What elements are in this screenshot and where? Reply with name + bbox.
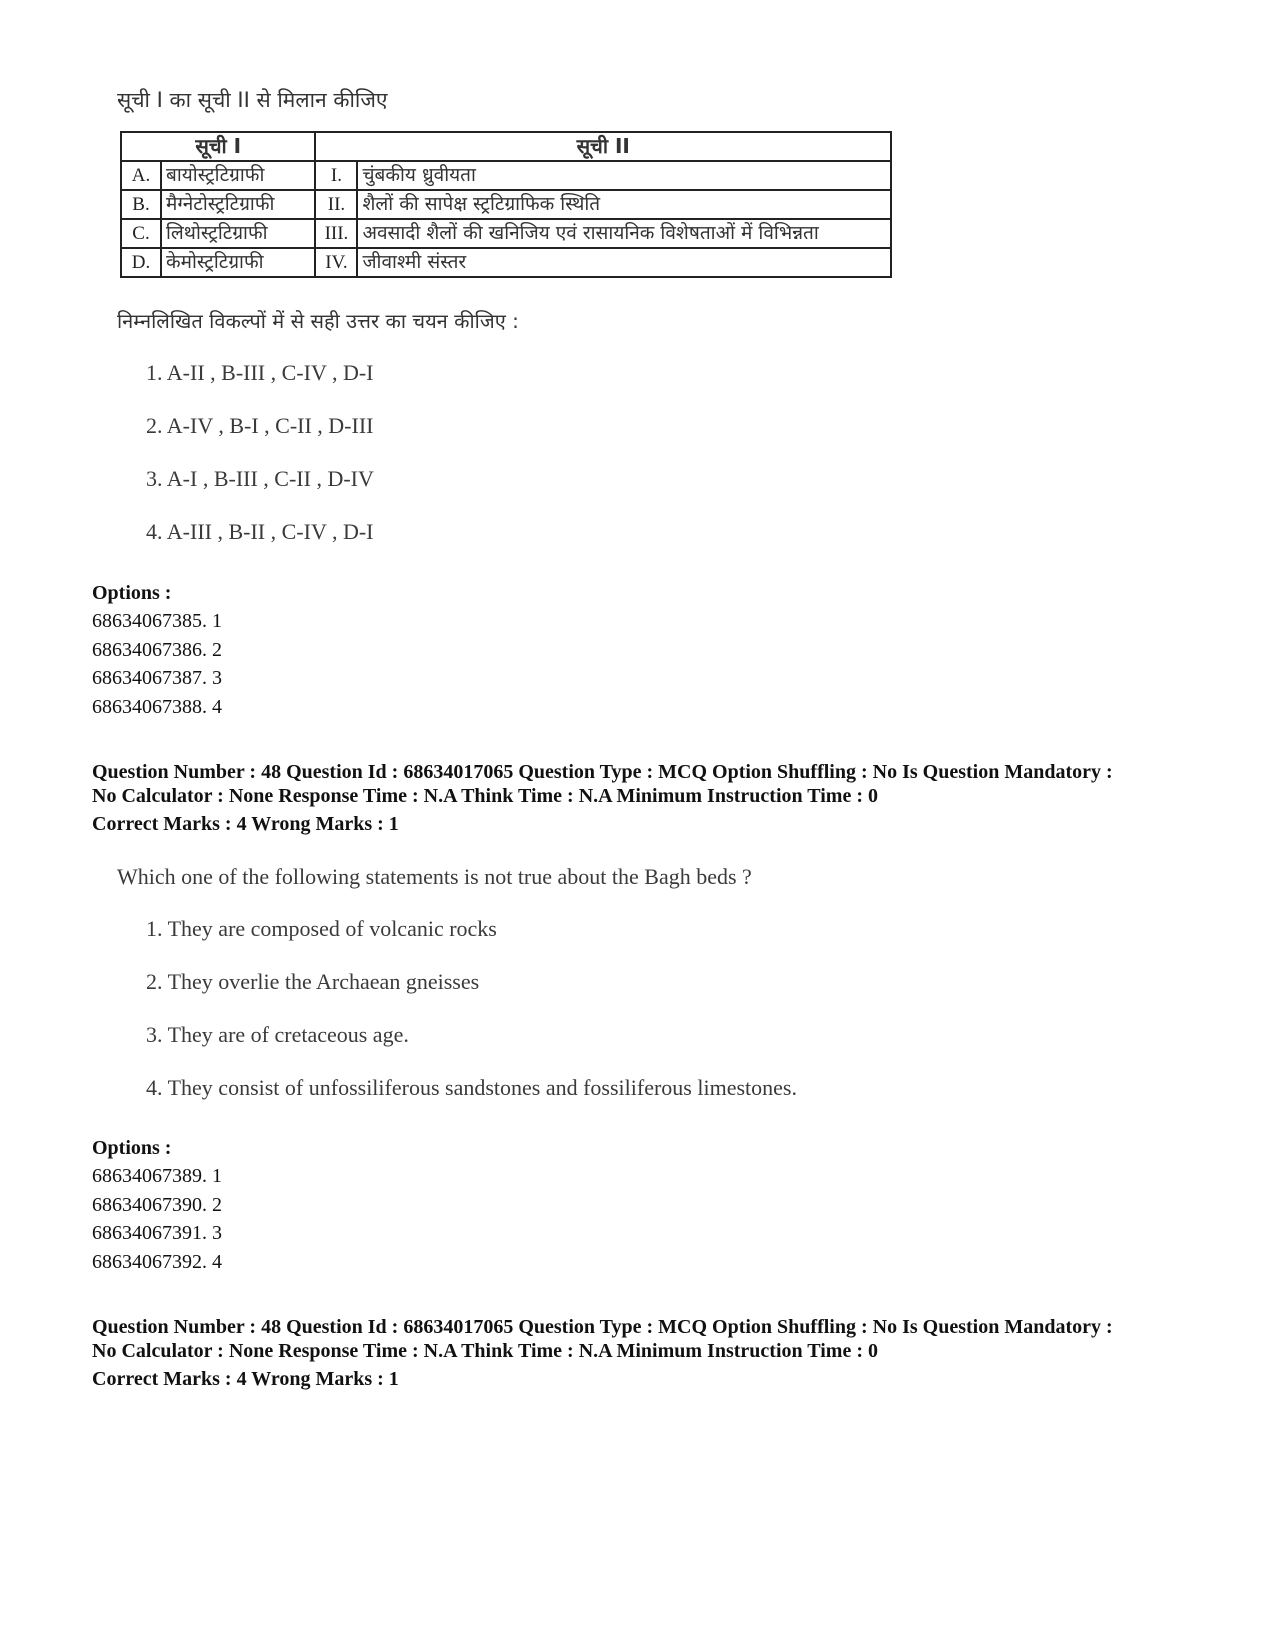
choice-4: 4. They consist of unfossiliferous sandstones and fossiliferous limestones. — [146, 1075, 797, 1100]
list1-key: A. — [121, 161, 161, 190]
option-id: 68634067387. 3 — [92, 667, 222, 689]
list2-value: चुंबकीय ध्रुवीयता — [357, 161, 891, 190]
option-id: 68634067386. 2 — [92, 639, 222, 661]
list1-key: D. — [121, 248, 161, 277]
choice-3: 3. They are of cretaceous age. — [146, 1022, 409, 1047]
table-row — [121, 190, 891, 219]
match-instruction: सूची I का सूची II से मिलान कीजिए — [117, 88, 388, 112]
question-meta-line1: Question Number : 48 Question Id : 68634017065 Question Type : MCQ Option Shuffling : No Is Question Mandatory : — [92, 1316, 1113, 1338]
question-text: Which one of the following statements is not true about the Bagh beds ? — [117, 864, 752, 889]
options-label: Options : — [92, 1137, 172, 1159]
choice-1: 1. A-II , B-III , C-IV , D-I — [146, 360, 374, 385]
list1-key: C. — [121, 219, 161, 248]
list2-value: जीवाश्मी संस्तर — [357, 248, 891, 277]
choice-1: 1. They are composed of volcanic rocks — [146, 916, 497, 941]
list1-header: सूची I — [121, 132, 315, 161]
option-id: 68634067388. 4 — [92, 696, 222, 718]
choice-2: 2. A-IV , B-I , C-II , D-III — [146, 413, 374, 438]
question-meta-line2: No Calculator : None Response Time : N.A Think Time : N.A Minimum Instruction Time : 0 — [92, 1340, 878, 1362]
list1-value: केमोस्ट्रटिग्राफी — [161, 248, 315, 277]
table-row — [121, 219, 891, 248]
option-id: 68634067391. 3 — [92, 1222, 222, 1244]
question-marks: Correct Marks : 4 Wrong Marks : 1 — [92, 813, 399, 835]
list2-value: अवसादी शैलों की खनिजिय एवं रासायनिक विशेषताओं में विभिन्नता — [357, 219, 891, 248]
match-table-header — [121, 132, 891, 161]
option-id: 68634067385. 1 — [92, 610, 222, 632]
option-id: 68634067390. 2 — [92, 1194, 222, 1216]
list2-key: I. — [315, 161, 357, 190]
list1-key: B. — [121, 190, 161, 219]
list1-value: लिथोस्ट्रटिग्राफी — [161, 219, 315, 248]
option-id: 68634067389. 1 — [92, 1165, 222, 1187]
table-row — [121, 248, 891, 277]
question-marks: Correct Marks : 4 Wrong Marks : 1 — [92, 1368, 399, 1390]
question-meta-line2: No Calculator : None Response Time : N.A Think Time : N.A Minimum Instruction Time : 0 — [92, 785, 878, 807]
match-prompt: निम्नलिखित विकल्पों में से सही उत्तर का चयन कीजिए : — [117, 309, 519, 333]
choice-4: 4. A-III , B-II , C-IV , D-I — [146, 519, 374, 544]
list2-key: III. — [315, 219, 357, 248]
list2-key: II. — [315, 190, 357, 219]
list2-header: सूची II — [315, 132, 891, 161]
choice-3: 3. A-I , B-III , C-II , D-IV — [146, 466, 374, 491]
table-row — [121, 161, 891, 190]
question-meta-line1: Question Number : 48 Question Id : 68634017065 Question Type : MCQ Option Shuffling : No Is Question Mandatory : — [92, 761, 1113, 783]
option-id: 68634067392. 4 — [92, 1251, 222, 1273]
list2-value: शैलों की सापेक्ष स्ट्रटिग्राफिक स्थिति — [357, 190, 891, 219]
choice-2: 2. They overlie the Archaean gneisses — [146, 969, 480, 994]
list1-value: बायोस्ट्रटिग्राफी — [161, 161, 315, 190]
list1-value: मैग्नेटोस्ट्रटिग्राफी — [161, 190, 315, 219]
match-table — [120, 131, 892, 278]
list2-key: IV. — [315, 248, 357, 277]
options-label: Options : — [92, 582, 172, 604]
